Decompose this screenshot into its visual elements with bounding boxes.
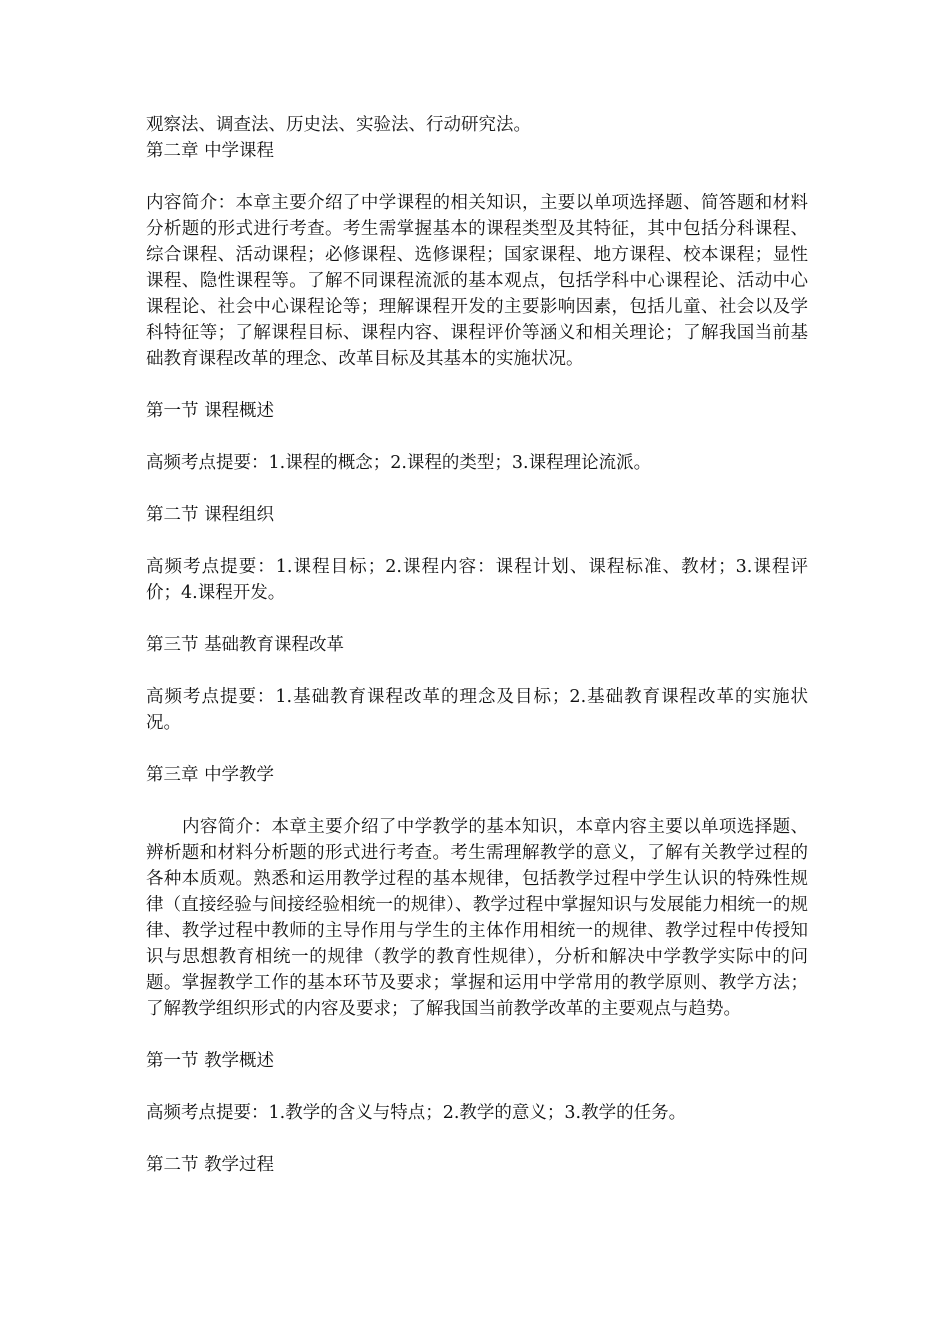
chapter-2-section-2-title: 第二节 课程组织	[146, 505, 275, 525]
chapter-2-intro: 内容简介：本章主要介绍了中学课程的相关知识，主要以单项选择题、简答题和材料分析题的形式进行考查。考生需掌握基本的课程类型及其特征，其中包括分科课程、综合课程、活动课程；必修课程、选修课程；国家课程、地方课程、校本课程；显性课程、隐性课程等。了解不同课程流派的基本观点，包括学科中心课程论、活动中心课程论、社会中心课程论等；理解课程开发的主要影响因素，包括儿童、社会以及学科特征等；了解课程目标、课程内容、课程评价等涵义和相关理论；了解我国当前基础教育课程改革的理念、改革目标及其基本的实施状况。	[146, 193, 808, 369]
chapter-2-section-3-points: 高频考点提要：1.基础教育课程改革的理念及目标；2.基础教育课程改革的实施状况。	[146, 687, 808, 733]
document-body	[146, 112, 808, 1178]
chapter-2-title: 第二章 中学课程	[146, 141, 275, 161]
chapter-2-section-3-title: 第三节 基础教育课程改革	[146, 635, 345, 655]
chapter-2-section-2-points: 高频考点提要：1.课程目标；2.课程内容：课程计划、课程标准、教材；3.课程评价；4.课程开发。	[146, 557, 808, 603]
chapter-3-section-2-title: 第二节 教学过程	[146, 1155, 275, 1175]
chapter-3-intro: 内容简介：本章主要介绍了中学教学的基本知识，本章内容主要以单项选择题、辨析题和材料分析题的形式进行考查。考生需理解教学的意义，了解有关教学过程的各种本质观。熟悉和运用教学过程的基本规律，包括教学过程中学生认识的特殊性规律（直接经验与间接经验相统一的规律）、教学过程中掌握知识与发展能力相统一的规律、教学过程中教师的主导作用与学生的主体作用相统一的规律、教学过程中传授知识与思想教育相统一的规律（教学的教育性规律），分析和解决中学教学实际中的问题。掌握教学工作的基本环节及要求；掌握和运用中学常用的教学原则、教学方法；了解教学组织形式的内容及要求；了解我国当前教学改革的主要观点与趋势。	[146, 817, 808, 1019]
chapter-2-section-1-title: 第一节 课程概述	[146, 401, 275, 421]
chapter-3-title: 第三章 中学教学	[146, 765, 275, 785]
chapter-3-section-1-points: 高频考点提要：1.教学的含义与特点；2.教学的意义；3.教学的任务。	[146, 1103, 687, 1123]
chapter-3-section-1-title: 第一节 教学概述	[146, 1051, 275, 1071]
methods-line: 观察法、调查法、历史法、实验法、行动研究法。	[146, 115, 531, 135]
chapter-2-section-1-points: 高频考点提要：1.课程的概念；2.课程的类型；3.课程理论流派。	[146, 453, 652, 473]
